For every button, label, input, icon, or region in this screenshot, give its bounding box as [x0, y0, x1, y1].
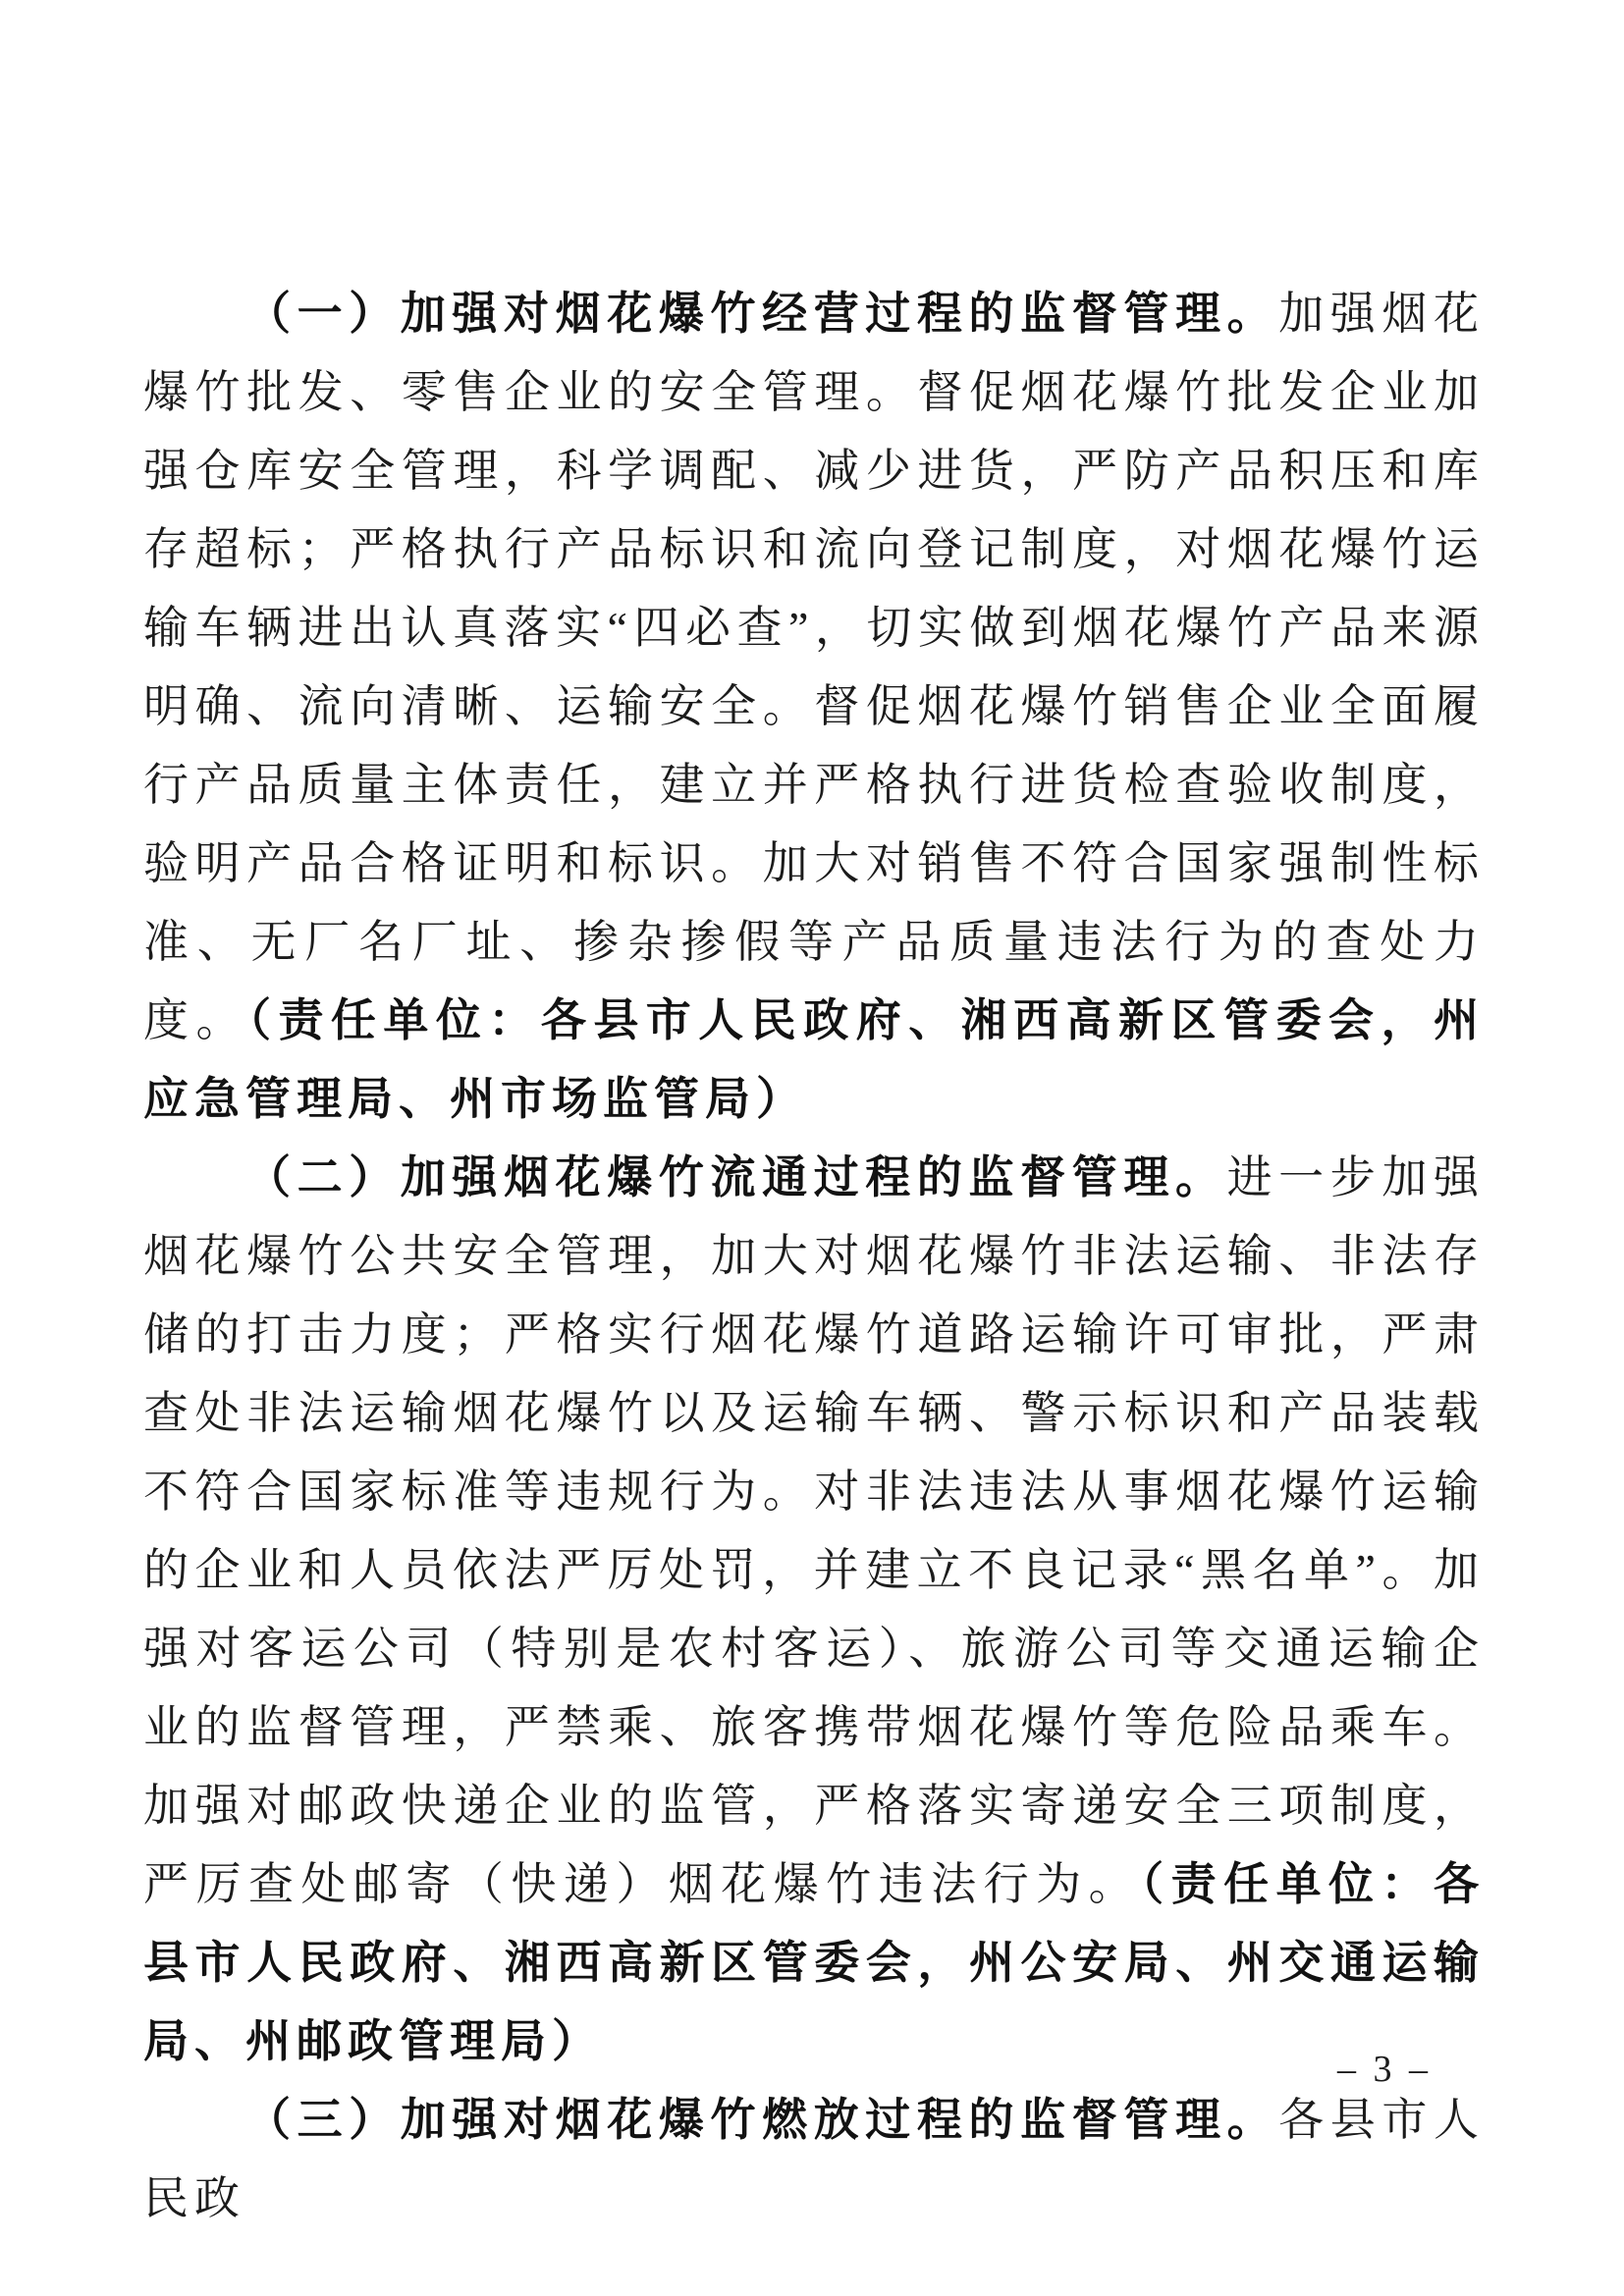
emphasis-segment: （二）加强烟花爆竹流通过程的监督管理。 — [245, 1152, 1227, 1202]
paragraph — [143, 275, 1485, 1139]
emphasis-segment: （责任单位：各县市人民政府、湘西高新区管委会，州公安局、州交通运输局、州邮政管理局） — [143, 1859, 1486, 2066]
text-segment: 加强烟花爆竹批发、零售企业的安全管理。督促烟花爆竹批发企业加强仓库安全管理，科学调配、减少进货，严防产品积压和库存超标；严格执行产品标识和流向登记制度，对烟花爆竹运输车辆进出认真落实“四必查”，切实做到烟花爆竹产品来源明确、流向清晰、运输安全。督促烟花爆竹销售企业全面履行产品质量主体责任，建立并严格执行进货检查验收制度，验明产品合格证明和标识。加大对销售不符合国家强制性标准、无厂名厂址、掺杂掺假等产品质量违法行为的查处力度。 — [143, 289, 1486, 1045]
document-body — [143, 275, 1485, 2238]
paragraph — [143, 2081, 1485, 2238]
text-segment: 各县市人民政 — [143, 2095, 1486, 2223]
paragraph — [143, 1139, 1485, 2081]
page-number: – 3 – — [1337, 2049, 1432, 2090]
text-segment: 进一步加强烟花爆竹公共安全管理，加大对烟花爆竹非法运输、非法存储的打击力度；严格实行烟花爆竹道路运输许可审批，严肃查处非法运输烟花爆竹以及运输车辆、警示标识和产品装载不符合国家标准等违规行为。对非法违法从事烟花爆竹运输的企业和人员依法严厉处罚，并建立不良记录“黑名单”。加强对客运公司（特别是农村客运）、旅游公司等交通运输企业的监督管理，严禁乘、旅客携带烟花爆竹等危险品乘车。加强对邮政快递企业的监管，严格落实寄递安全三项制度，严厉查处邮寄（快递）烟花爆竹违法行为。 — [143, 1152, 1486, 1909]
emphasis-segment: （一）加强对烟花爆竹经营过程的监督管理。 — [245, 289, 1279, 339]
emphasis-segment: （三）加强对烟花爆竹燃放过程的监督管理。 — [245, 2095, 1279, 2145]
emphasis-segment: （责任单位：各县市人民政府、湘西高新区管委会，州应急管理局、州市场监管局） — [143, 995, 1486, 1124]
